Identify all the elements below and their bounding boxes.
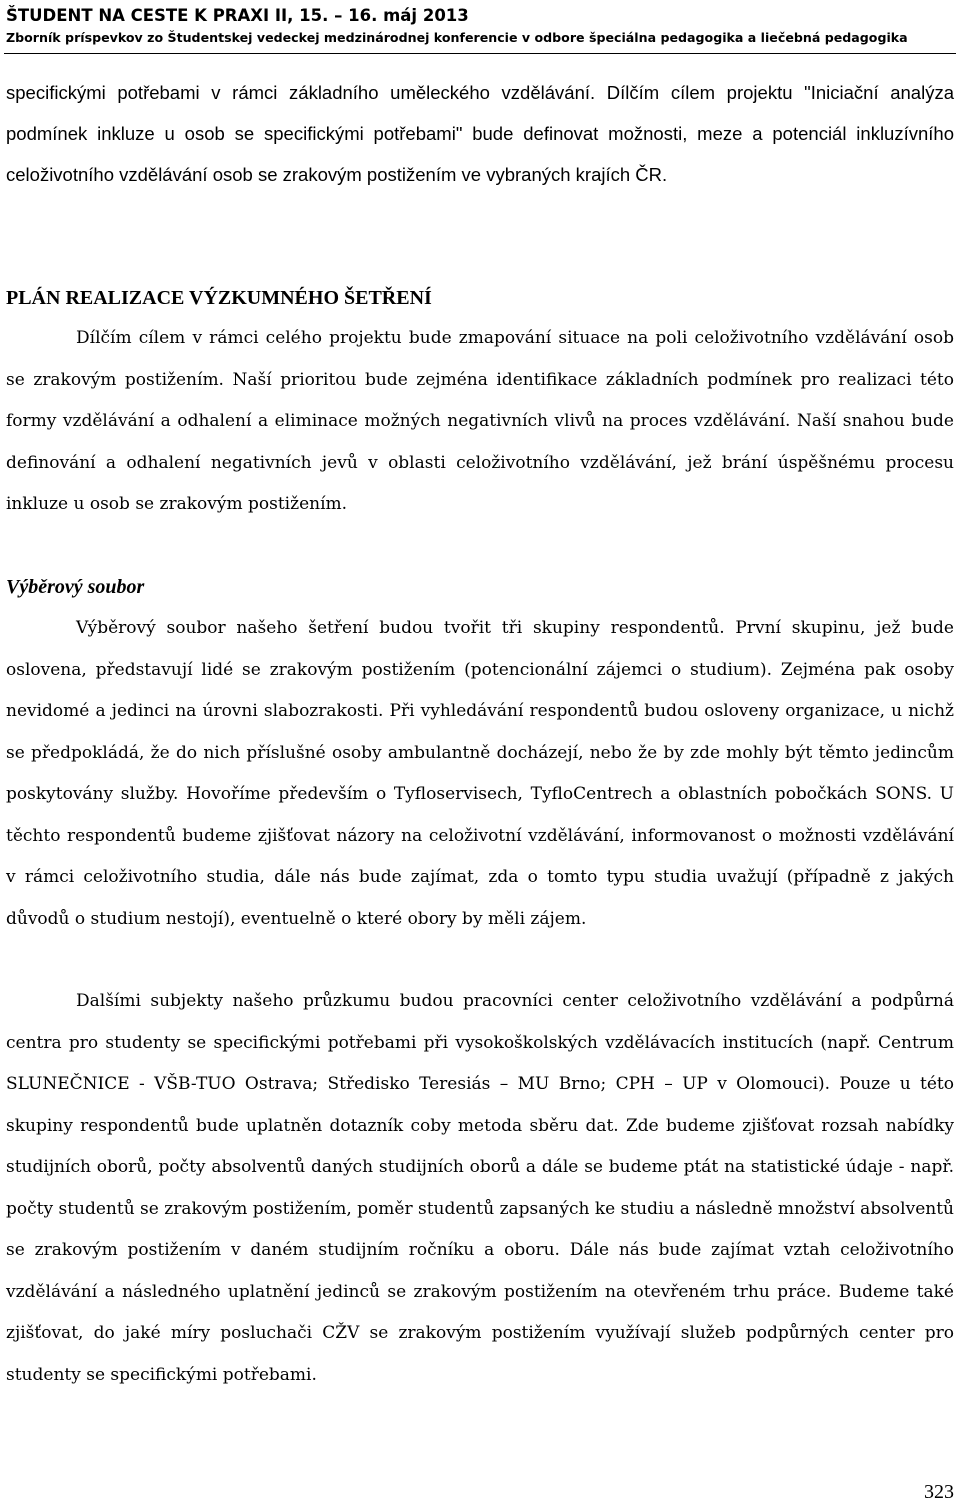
page-number: 323: [924, 1481, 954, 1503]
section-sample-paragraph-2: Dalšími subjekty našeho průzkumu budou pracovníci center celoživotního vzdělávání a podpůrná centra pro studenty se specifickými potřebami při vysokoškolských vzdělávacích institucích (např. Centrum SLUNEČNICE - VŠB-TUO Ostrava; Středisko Teresiás – MU Brno; CPH – UP v Olomouci). Pouze u této skupiny respondentů bude uplatněn dotazník coby metoda sběru dat. Zde budeme zjišťovat rozsah nabídky studijních oborů, počty absolventů daných studijních oborů a dále se budeme ptát na statistické údaje - např. počty studentů se zrakovým postižením, poměr studentů zapsaných ke studiu a následně množství absolventů se zrakovým postižením v daném studijním ročníku a oboru. Dále nás bude zajímat vztah celoživotního vzdělávání a následného uplatnění jedinců se zrakovým postižením na otevřeném trhu práce. Budeme také zjišťovat, do jaké míry posluchači CŽV se zrakovým postižením využívají služeb podpůrných center pro studenty se specifickými potřebami.: [6, 991, 954, 1385]
header-divider: [4, 53, 956, 54]
intro-paragraph: specifickými potřebami v rámci základního uměleckého vzdělávání. Dílčím cílem projektu "Iniciační analýza podmínek inkluze u osob se specifickými potřebami" bude definovat možnosti, meze a potenciál inkluzívního celoživotního vzdělávání osob se zrakovým postižením ve vybraných krajích ČR.: [6, 82, 954, 185]
section-sample-paragraph-1: Výběrový soubor našeho šetření budou tvořit tři skupiny respondentů. První skupinu, jež bude oslovena, představují lidé se zrakovým postižením (potencionální zájemci o studium). Zejména pak osoby nevidomé a jedinci na úrovni slabozrakosti. Při vyhledávání respondentů budou osloveny organizace, u nichž se předpokládá, že do nich příslušné osoby ambulantně docházejí, nebo že by zde mohly být těmto jedincům poskytovány služby. Hovoříme především o Tyfloservisech, TyfloCentrech a oblastních pobočkách SONS. U těchto respondentů budeme zjišťovat názory na celoživotní vzdělávání, informovanost o možnosti vzdělávání v rámci celoživotního studia, dále nás bude zajímat, zda o tomto typu studia uvažují (případně z jakých důvodů o studium nestojí), eventuelně o které obory by měli zájem.: [6, 618, 954, 929]
section-heading-plan: PLÁN REALIZACE VÝZKUMNÉHO ŠETŘENÍ: [6, 287, 432, 309]
header-proceedings-subtitle: Zborník príspevkov zo Študentskej vedeckej medzinárodnej konferencie v odbore špeciálna pedagogika a liečebná pedagogika: [6, 30, 908, 45]
section-plan-paragraph: Dílčím cílem v rámci celého projektu bude zmapování situace na poli celoživotního vzdělávání osob se zrakovým postižením. Naší prioritou bude zejména identifikace základních podmínek pro realizaci této formy vzdělávání a odhalení a eliminace možných negativních vlivů na proces vzdělávání. Naší snahou bude definování a odhalení negativních jevů v oblasti celoživotního vzdělávání, jež brání úspěšnému procesu inkluze u osob se zrakovým postižením.: [6, 328, 954, 514]
section-heading-sample: Výběrový soubor: [6, 576, 145, 598]
header-conference-title: ŠTUDENT NA CESTE K PRAXI II, 15. – 16. máj 2013: [6, 6, 469, 25]
running-header: [6, 4, 954, 48]
